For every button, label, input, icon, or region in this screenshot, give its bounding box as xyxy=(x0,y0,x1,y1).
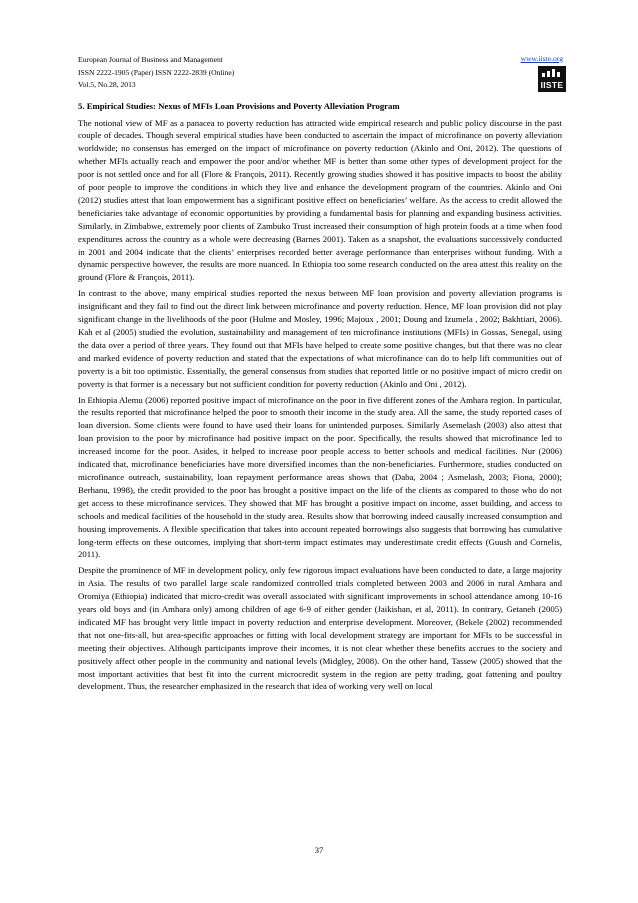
journal-issn: ISSN 2222-1905 (Paper) ISSN 2222-2839 (Online) xyxy=(78,67,235,77)
iiste-logo xyxy=(538,66,566,92)
journal-title: European Journal of Business and Management xyxy=(78,55,223,64)
paragraph: In contrast to the above, many empirical studies reported the nexus between MF loan provision and poverty alleviation programs is insignificant and they fail to find out the direct link between microfinance and poverty reduction. Hence, MF loan provision did not play significant change in the livelihoods of the poor (Hulme and Mosley, 1996; Majoux , 2001; Doung and Izumela , 2002; Bakhtiari, 2006). Kah et al (2005) studied the evolution, sustainability and management of ten microfinance institutions (MFIs) in Gossas, Senegal, using the data over a period of three years. They found out that MFIs have helped to create some positive changes, but that there was no clear and marked evidence of poverty reduction and stated that the expectations of what microfinance can do to help lift communities out of poverty is a bit too optimistic. Essentially, the general consensus from studies that reported little or no positive impact of micro credit on poverty is that former is a necessary but not sufficient condition for poverty reduction (Akinlo and Oni , 2012). xyxy=(78,288,562,389)
logo-text: IISTE xyxy=(540,80,564,90)
paragraph: Despite the prominence of MF in development policy, only few rigorous impact evaluations have been conducted to date, a large majority in Asia. The results of two parallel large scale randomized controlled trials completed between 2003 and 2006 in rural Amhara and Oromiya (Ethiopia) indicated that micro-credit was overall associated with significant improvements in school attendance among 10-16 years old boys and (in Amhara only) among children of age 6-9 of either gender (Jaikishan, et al, 2011). In contrary, Getaneh (2005) indicated MF has brought very little impact in poverty reduction and enterprise development. Moreover, (Bekele (2002) recommended that not one-fits-all, but area-specific approaches or fitting with local development strategy are important for MFIs to be successful in meeting their objectives. Although participants improve their incomes, it is not clear whether these benefits accrues to the society and positively affect other people in the community and national levels (Midgley, 2008). On the other hand, Tassew (2005) showed that the most important activities that best fit into the current microcredit system in the region are petty trading, goat fattening and poultry development. Thus, the researcher emphasized in the research that idea of working very well on local xyxy=(78,565,562,692)
paragraph: The notional view of MF as a panacea to poverty reduction has attracted wide empirical research and public policy discourse in the past couple of decades. Though several empirical studies have been conducted to ascertain the impact of microfinance on poverty alleviation worldwide; no consensus has emerged on the impact of microfinance on poverty reduction (Akinlo and Oni, 2012). The questions of whether MFIs actually reach and empower the poor and/or whether MF is better than some other types of development project for the poor is not settled once and for all (Flore & François, 2011). Recently growing studies showed it has positive impacts to boost the ability of poor people to improve the conditions in which they live and enhance the development program of the countries. Akinlo and Oni (2012) studies attest that loan empowerment has a significant positive effect on beneficiaries’ welfare. As the access to credit allowed the beneficiaries take advantage of economic opportunities by providing a fundamental basis for planning and expanding business activities. Similarly, in Zimbabwe, extremely poor clients of Zambuko Trust increased their consumption of high protein foods at a time when food expenditures across the country as a whole were decreasing (Barnes 2001). Taken as a snapshot, the evaluations successively conducted in 2001 and 2004 indicate that the clients’ enterprises recorded better average performance than enterprises without funding. With a dynamic perspective however, the results are more nuanced. In Ethiopia too some research conducted on the area attest this reality on the ground (Flore & François, 2011). xyxy=(78,117,562,283)
journal-header xyxy=(78,54,234,92)
body-text xyxy=(78,117,562,697)
section-heading: 5. Empirical Studies: Nexus of MFIs Loan Provisions and Poverty Alleviation Program xyxy=(78,101,400,111)
paragraph: In Ethiopia Alemu (2006) reported positive impact of microfinance on the poor in five different zones of the Amhara region. In particular, the results reported that microfinance helped the poor to smooth their income in the study area. All the same, the study reported cases of loan diversion. Some clients were found to have used their loans for unintended purposes. Similarly Asemelash (2003) also attest that loan provision to the poor by microfinance had positive impact on the poor. Specifically, the results showed that microfinance led to increased income for the poor. Asides, it helped to increase poor people access to better schools and medical facilities. Nur (2006) indicated that, microfinance beneficiaries have more diversified incomes than the non-beneficiaries. Furthermore, studies conducted on microfinance outreach, sustainability, loan repayment performance areas shows that (Daba, 2004 ; Asmelash, 2003; Fiona, 2000); Berhanu, 1998), the credit provided to the poor has brought a positive impact on the life of the clients as compared to those who do not get access to these microfinance services. They showed that MF has brought a positive impact on income, asset building, and access to schools and medical facilities of the household in the study area. Results show that borrowing indeed causally increased consumption and housing improvements. A flexible specification that takes into account repeated borrowings also suggests that borrowing has cumulative long-term effects on these outcomes, implying that short-term impact estimates may underestimate credit effects (Guush and Cornelis, 2011). xyxy=(78,394,562,560)
website-link[interactable]: www.iiste.org xyxy=(520,54,563,63)
logo-bars-icon xyxy=(541,69,563,77)
page-number: 37 xyxy=(314,845,324,855)
journal-volume: Vol.5, No.28, 2013 xyxy=(78,80,136,90)
